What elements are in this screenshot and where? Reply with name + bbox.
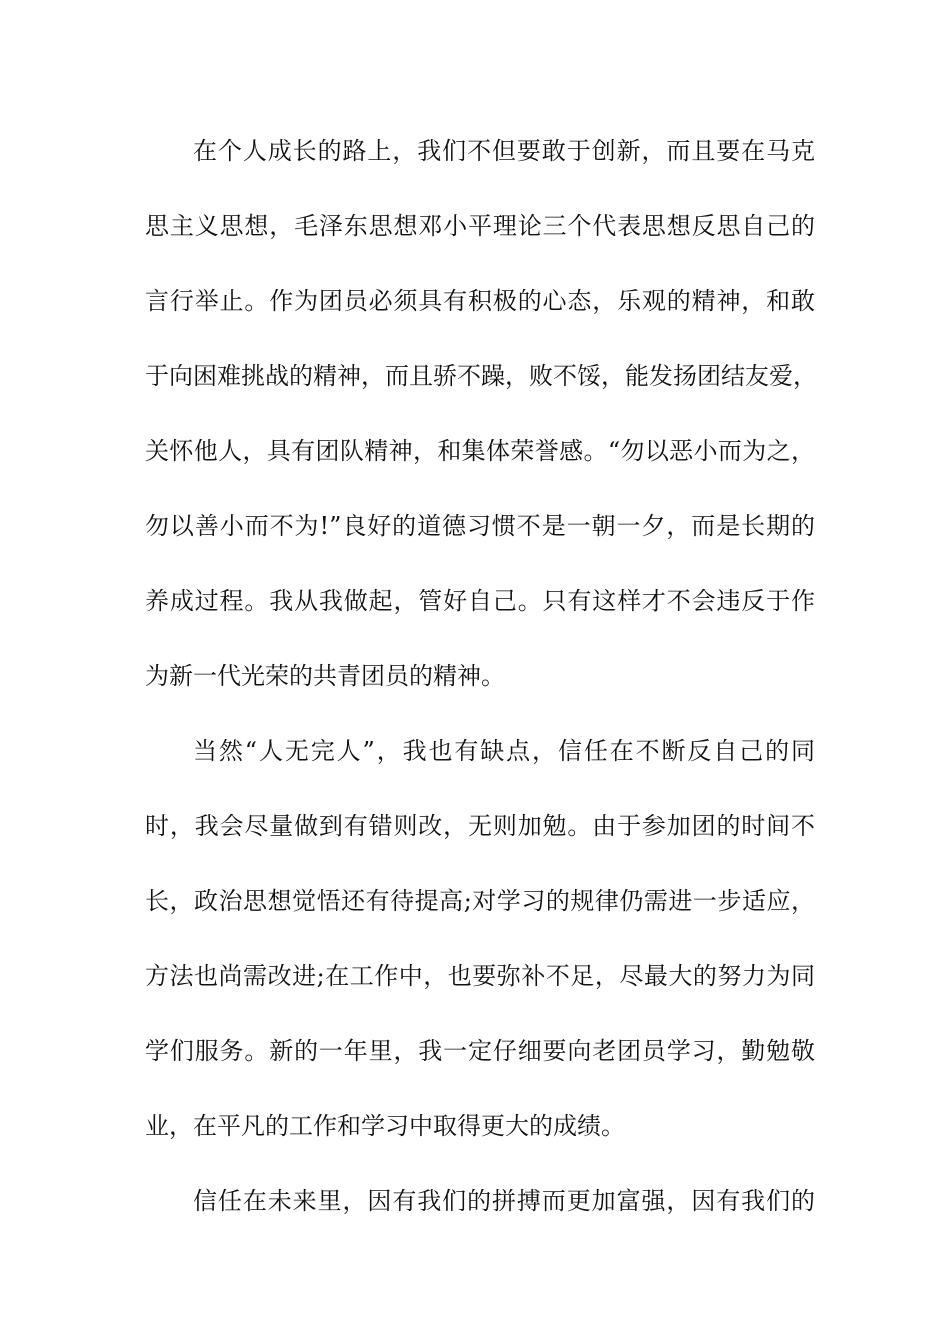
paragraph-2-line-4: 方法也尚需改进;在工作中，也要弥补不足，尽最大的努力为同 [145, 962, 815, 990]
paragraph-2-line-1: 当然“人无完人”，我也有缺点，信任在不断反自己的同 [193, 737, 815, 765]
paragraph-1-line-1: 在个人成长的路上，我们不但要敢于创新，而且要在马克 [193, 137, 815, 165]
paragraph-1-line-4: 于向困难挑战的精神，而且骄不躁，败不馁，能发扬团结友爱， [145, 362, 817, 390]
paragraph-1-line-3: 言行举止。作为团员必须具有积极的心态，乐观的精神，和敢 [145, 287, 815, 315]
paragraph-1-line-5: 关怀他人，具有团队精神，和集体荣誉感。“勿以恶小而为之， [145, 437, 815, 465]
paragraph-2-line-5: 学们服务。新的一年里，我一定仔细要向老团员学习，勤勉敬 [145, 1037, 815, 1065]
paragraph-1-line-8: 为新一代光荣的共青团员的精神。 [145, 662, 505, 690]
paragraph-2-line-3: 长，政治思想觉悟还有待提高;对学习的规律仍需进一步适应， [145, 887, 815, 915]
paragraph-1-line-7: 养成过程。我从我做起，管好自己。只有这样才不会违反于作 [145, 587, 815, 615]
paragraph-1-line-6: 勿以善小而不为!”良好的道德习惯不是一朝一夕，而是长期的 [145, 512, 815, 540]
paragraph-2-line-2: 时，我会尽量做到有错则改，无则加勉。由于参加团的时间不 [145, 812, 815, 840]
paragraph-1-line-2: 思主义思想，毛泽东思想邓小平理论三个代表思想反思自己的 [145, 212, 815, 240]
paragraph-2-line-6: 业，在平凡的工作和学习中取得更大的成绩。 [145, 1112, 625, 1140]
paragraph-3-line-1: 信任在未来里，因有我们的拼搏而更加富强，因有我们的 [193, 1187, 815, 1215]
